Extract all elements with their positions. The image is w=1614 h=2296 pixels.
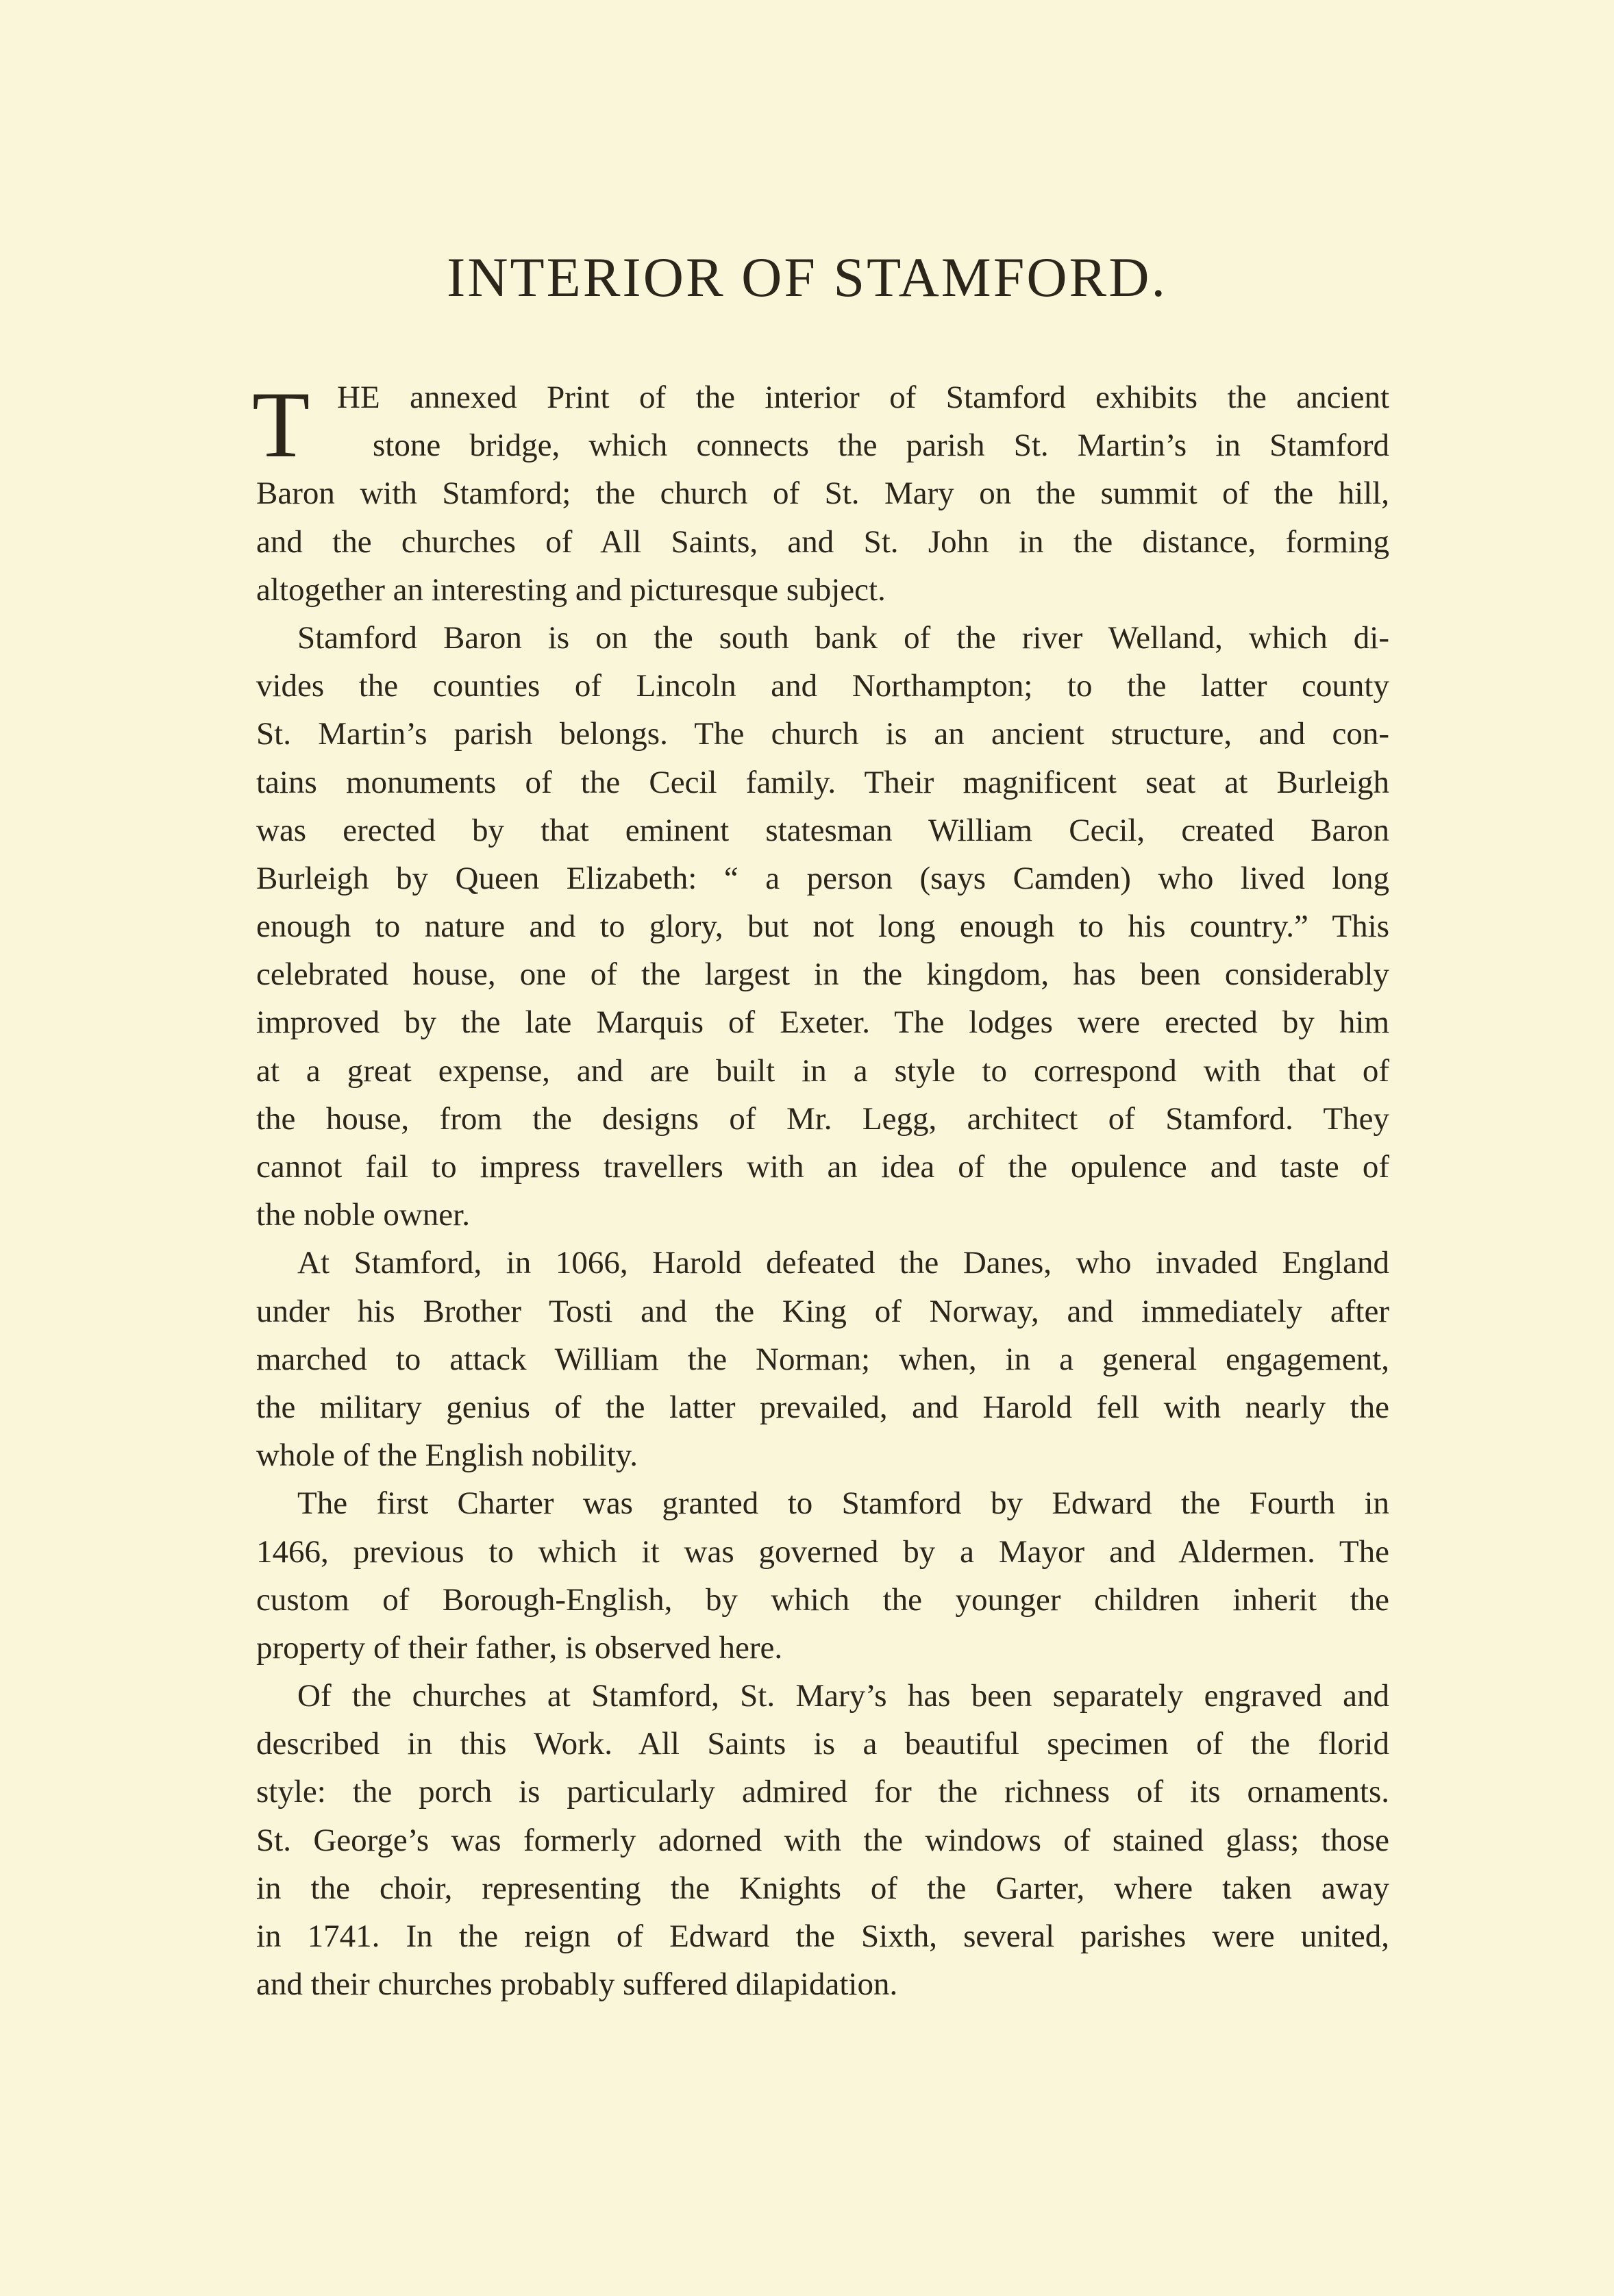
- text-line: The first Charter was granted to Stamford by Edward the Fourth in: [297, 1485, 1389, 1522]
- text-line: at a great expense, and are built in a style to correspond with that of: [256, 1052, 1389, 1089]
- text-line: Burleigh by Queen Elizabeth: “ a person (says Camden) who lived long: [256, 860, 1389, 896]
- text-line: the military genius of the latter prevailed, and Harold fell with nearly the: [256, 1389, 1389, 1425]
- text-line: and their churches probably suffered dilapidation.: [256, 1966, 898, 2003]
- text-line: the house, from the designs of Mr. Legg, architect of Stamford. They: [256, 1100, 1389, 1137]
- text-line: HE annexed Print of the interior of Stamford exhibits the ancient: [337, 380, 1389, 415]
- text-line: in 1741. In the reign of Edward the Sixth, several parishes were united,: [256, 1918, 1389, 1954]
- text-line: stone bridge, which connects the parish St. Martin’s in Stamford: [373, 428, 1389, 464]
- text-line: At Stamford, in 1066, Harold defeated the Danes, who invaded England: [297, 1245, 1389, 1281]
- text-line: tains monuments of the Cecil family. Their magnificent seat at Burleigh: [256, 764, 1389, 800]
- text-line: St. George’s was formerly adorned with the windows of stained glass; those: [256, 1822, 1389, 1858]
- article-body: [252, 372, 1389, 2008]
- paragraph: [256, 1479, 1389, 1672]
- text-line: cannot fail to impress travellers with an idea of the opulence and taste of: [256, 1149, 1389, 1185]
- text-line: style: the porch is particularly admired for the richness of its ornaments.: [256, 1774, 1389, 1810]
- text-line: under his Brother Tosti and the King of Norway, and immediately after: [256, 1293, 1389, 1329]
- paragraph: [256, 1672, 1389, 2008]
- page-title: INTERIOR OF STAMFORD.: [447, 246, 1167, 308]
- paragraph: [256, 1239, 1389, 1479]
- text-line: 1466, previous to which it was governed by a Mayor and Aldermen. The: [256, 1533, 1389, 1570]
- text-line: custom of Borough-English, by which the younger children inherit the: [256, 1581, 1389, 1618]
- text-line: Of the churches at Stamford, St. Mary’s has been separately engraved and: [297, 1678, 1389, 1714]
- text-line: celebrated house, one of the largest in the kingdom, has been considerably: [256, 956, 1389, 993]
- text-line: vides the counties of Lincoln and Northampton; to the latter county: [256, 668, 1389, 704]
- paragraph: [256, 614, 1389, 1239]
- drop-cap: T: [252, 372, 310, 477]
- text-line: improved by the late Marquis of Exeter. The lodges were erected by him: [256, 1004, 1389, 1041]
- text-line: Baron with Stamford; the church of St. Mary on the summit of the hill,: [256, 476, 1389, 512]
- text-line: altogether an interesting and picturesque subject.: [256, 571, 886, 608]
- text-line: enough to nature and to glory, but not long enough to his country.” This: [256, 909, 1389, 945]
- text-line: marched to attack William the Norman; when, in a general engagement,: [256, 1341, 1389, 1377]
- text-line: St. Martin’s parish belongs. The church is an ancient structure, and con-: [256, 716, 1389, 752]
- text-line: described in this Work. All Saints is a beautiful specimen of the florid: [256, 1726, 1389, 1762]
- text-line: in the choir, representing the Knights of the Garter, where taken away: [256, 1870, 1389, 1906]
- text-line: the noble owner.: [256, 1197, 470, 1233]
- text-line: whole of the English nobility.: [256, 1437, 638, 1474]
- text-line: Stamford Baron is on the south bank of the river Welland, which di-: [297, 619, 1389, 656]
- paragraph: [256, 373, 1389, 614]
- text-line: was erected by that eminent statesman William Cecil, created Baron: [256, 812, 1389, 848]
- text-line: property of their father, is observed here.: [256, 1629, 783, 1666]
- text-line: and the churches of All Saints, and St. John in the distance, forming: [256, 523, 1389, 560]
